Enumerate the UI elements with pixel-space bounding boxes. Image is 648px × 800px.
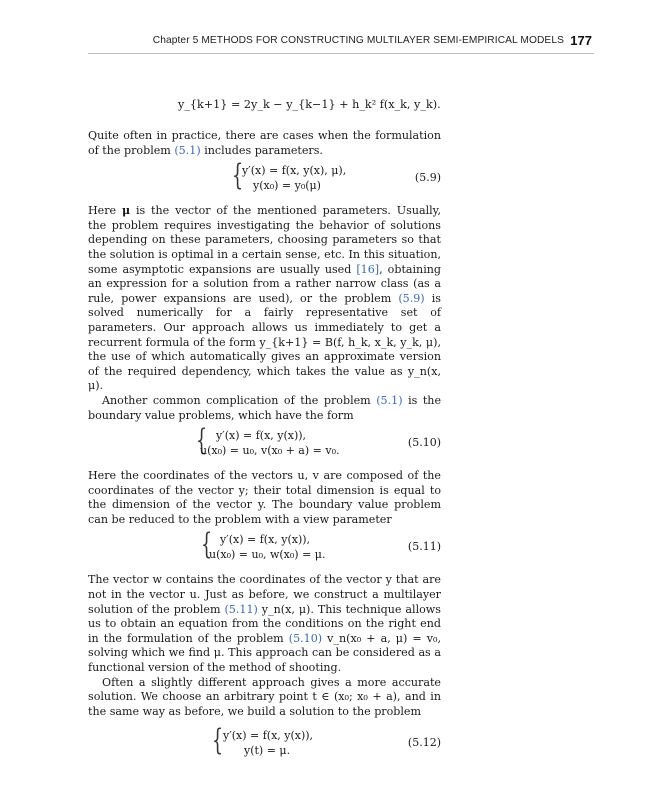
- equation-5-11-line1: y′(x) = f(x, y(x)),: [220, 533, 311, 547]
- left-brace-icon: {: [212, 723, 224, 758]
- paragraph-1: Quite often in practice, there are cases when the formulation of the problem (5.1) includes parameters.: [88, 129, 441, 157]
- equation-5-12-line1: y′(x) = f(x, y(x)),: [223, 729, 314, 743]
- page-number: 177: [570, 33, 592, 48]
- ref-eq-5-11[interactable]: (5.11): [224, 602, 258, 616]
- equation-5-10: [88, 423, 441, 463]
- inline-formula-yn: y_n(x, μ): [88, 364, 441, 393]
- main-text: [88, 94, 441, 763]
- running-header: [88, 33, 594, 54]
- paragraph-4: Here the coordinates of the vectors u, v are composed of the coordinates of the vector y; their total dimension is equal to the dimension of the vector y. The boundary value problem can be reduced to the problem with a view parameter: [88, 469, 441, 526]
- equation-5-11: [88, 527, 441, 567]
- paragraph-3: Another common complication of the problem (5.1) is the boundary value problems, which have the form: [88, 393, 442, 422]
- ref-eq-5-1[interactable]: (5.1): [174, 143, 201, 157]
- paragraph-6: Often a slightly different approach gives a more accurate solution. We choose an arbitrary point t ∈ (x₀; x₀ + a), and in the same way as before, we build a solution to the problem: [88, 675, 441, 718]
- equation-recurrence: [88, 94, 441, 120]
- equation-5-10-number: (5.10): [407, 436, 441, 450]
- ref-eq-5-10[interactable]: (5.10): [288, 631, 323, 645]
- paragraph-2: Here μ is the vector of the mentioned parameters. Usually, the problem requires investigating the behavior of solutions depending on these parameters, choosing parameters so that the solution is optimal in a certain sense, etc. In this situation, some asymptotic expansions are usually used [16], obtaining an expression for a solution from a rather narrow class (as a rule, power expansions are used), or the problem (5.9) is solved numerically for a fairly representative set of parameters. Our approach allows us immediately to get a recurrent formula of the form y_{k+1} = B(f, h_k, x_k, y_k, μ), the use of which automatically gives an approximate version of the required dependency, which takes the value as y_n(x, μ).: [88, 204, 441, 393]
- left-brace-icon: {: [196, 423, 208, 458]
- inline-formula-recurrent: y_{k+1} = B(f, h_k, x_k, y_k, μ): [259, 335, 438, 349]
- equation-5-12-number: (5.12): [407, 736, 441, 750]
- ref-eq-5-9[interactable]: (5.9): [398, 291, 425, 305]
- equation-5-9: [88, 158, 441, 198]
- equation-5-9-line1: y′(x) = f(x, y(x), μ),: [242, 164, 347, 178]
- equation-recurrence-text: y_{k+1} = 2y_k − y_{k−1} + h_k² f(x_k, y_k).: [178, 98, 441, 111]
- equation-5-10-line2: u(x₀) = u₀, v(x₀ + a) = v₀.: [200, 444, 340, 458]
- left-brace-icon: {: [232, 158, 244, 193]
- running-title: Chapter 5 METHODS FOR CONSTRUCTING MULTILAYER SEMI-EMPIRICAL MODELS: [152, 35, 564, 46]
- ref-eq-5-1-b[interactable]: (5.1): [376, 393, 403, 407]
- equation-5-9-line2: y(x₀) = y₀(μ): [253, 179, 321, 193]
- equation-5-11-line2: u(x₀) = u₀, w(x₀) = μ.: [209, 548, 326, 562]
- ref-citation-16[interactable]: [16]: [356, 262, 380, 276]
- equation-5-12-line2: y(t) = μ.: [244, 744, 291, 758]
- equation-5-10-line1: y′(x) = f(x, y(x)),: [216, 429, 307, 443]
- equation-5-9-number: (5.9): [414, 171, 441, 185]
- paragraph-5: The vector w contains the coordinates of the vector y that are not in the vector u. Just as before, we construct a multilayer solution of the problem (5.11) y_n(x, μ). This technique allows us to obtain an equation from the conditions on the right end in the formulation of the problem (5.10) v_n(x₀ + a, μ) = v₀, solving which we find μ. This approach can be considered as a functional version of the method of shooting.: [88, 573, 441, 675]
- left-brace-icon: {: [201, 527, 213, 562]
- equation-5-12: [88, 723, 441, 763]
- equation-5-11-number: (5.11): [407, 540, 441, 554]
